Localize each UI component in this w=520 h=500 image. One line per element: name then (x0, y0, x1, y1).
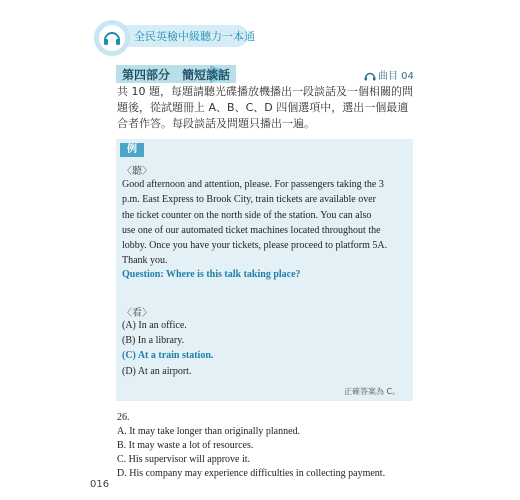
listening-passage (122, 177, 409, 269)
passage-line: p.m. East Express to Brook City, train tickets are available over (122, 194, 377, 206)
example-tag: 例 (120, 143, 144, 157)
headphones-icon (364, 71, 376, 81)
example-option-c-correct: (C) At a train station. (122, 350, 214, 361)
q26-option-c: C. His supervisor will approve it. (117, 454, 251, 465)
q26-option-b: B. It may waste a lot of resources. (117, 440, 254, 451)
example-option-d: (D) At an airport. (122, 366, 192, 377)
headphones-logo-icon (94, 20, 130, 56)
example-question: Question: Where is this talk taking place? (122, 269, 301, 280)
book-title: 全民英檢中級聽力一本通 (134, 30, 255, 43)
passage-line: Thank you. (122, 255, 168, 267)
q26-option-d: D. His company may experience difficulties in collecting payment. (117, 468, 386, 479)
q26-option-a: A. It may take longer than originally planned. (117, 426, 301, 437)
instructions-text: 共 10 題，每題請聽光碟播放機播出一段談話及一個相關的問題後，從試題冊上 A、B、C、D 四個選項中，選出一個最適合者作答。每段談話及問題只播出一遍。 (117, 85, 413, 130)
question-number: 26. (117, 412, 130, 423)
section-title: 第四部分 簡短談話 (122, 68, 231, 82)
listen-label: 〈聽〉 (122, 166, 152, 177)
read-label: 〈看〉 (122, 308, 152, 319)
example-option-a: (A) In an office. (122, 320, 187, 331)
answer-note: 正確答案為 C。 (344, 387, 401, 396)
page-number: 016 (90, 479, 110, 490)
passage-line: lobby. Once you have your tickets, please proceed to platform 5A. (122, 240, 388, 252)
passage-line: Good afternoon and attention, please. For passengers taking the 3 (122, 179, 384, 190)
track-indicator (364, 67, 414, 82)
passage-line: use one of our automated ticket machines located throughout the (122, 224, 381, 236)
passage-line: the ticket counter on the north side of the station. You can also (122, 209, 372, 221)
track-label: 曲目 04 (378, 71, 414, 82)
example-option-b: (B) In a library. (122, 335, 185, 346)
